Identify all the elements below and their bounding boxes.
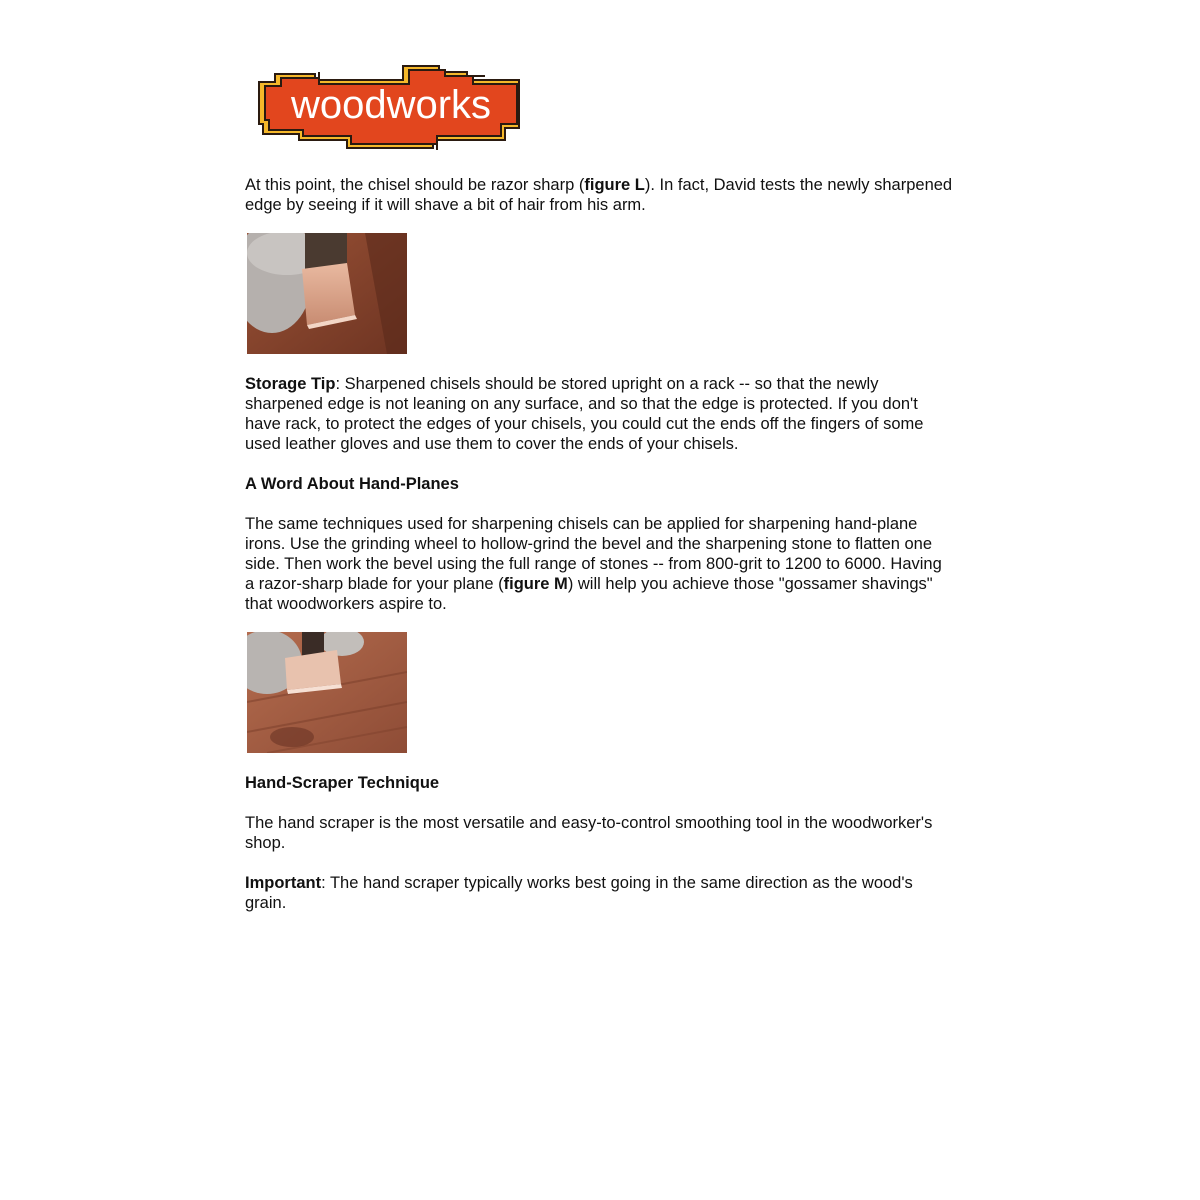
important-paragraph: Important: The hand scraper typically works best going in the same direction as the wood's grain. (245, 874, 913, 912)
important-label: Important (245, 874, 322, 892)
plane-iron-photo (247, 632, 407, 753)
figure-m-ref: figure M (503, 575, 568, 593)
figure-l-ref: figure L (584, 176, 645, 194)
storage-tip-paragraph: Storage Tip: Sharpened chisels should be stored upright on a rack -- so that the newly sharpened edge is not leaning on any surface, and so that the edge is protected. If you don't have rack, to protect the edges of your chisels, you could cut the ends off the fingers of some used leather gloves and use them to cover the ends of your chisels. (245, 375, 924, 453)
heading-hand-planes: A Word About Hand-Planes (245, 475, 459, 493)
logo-wordmark: woodworks (290, 83, 492, 127)
article-page (245, 60, 955, 913)
storage-tip-label: Storage Tip (245, 375, 336, 393)
hand-scraper-paragraph: The hand scraper is the most versatile and easy-to-control smoothing tool in the woodworker's shop. (245, 814, 933, 852)
chisel-edge-photo (247, 233, 407, 354)
heading-hand-scraper: Hand-Scraper Technique (245, 774, 440, 792)
woodworks-logo (255, 60, 525, 152)
hand-planes-paragraph: The same techniques used for sharpening chisels can be applied for sharpening hand-plane irons. Use the grinding wheel to hollow-grind the bevel and the sharpening stone to flatten one side. Then work the bevel using the full range of stones -- from 800-grit to 1200 to 6000. Having a razor-sharp blade for your plane (figure M) will help you achieve those "gossamer shavings" that woodworkers aspire to. (245, 515, 942, 613)
paragraph-figure-l: At this point, the chisel should be razor sharp (figure L). In fact, David tests the newly sharpened edge by seeing if it will shave a bit of hair from his arm. (245, 176, 953, 214)
